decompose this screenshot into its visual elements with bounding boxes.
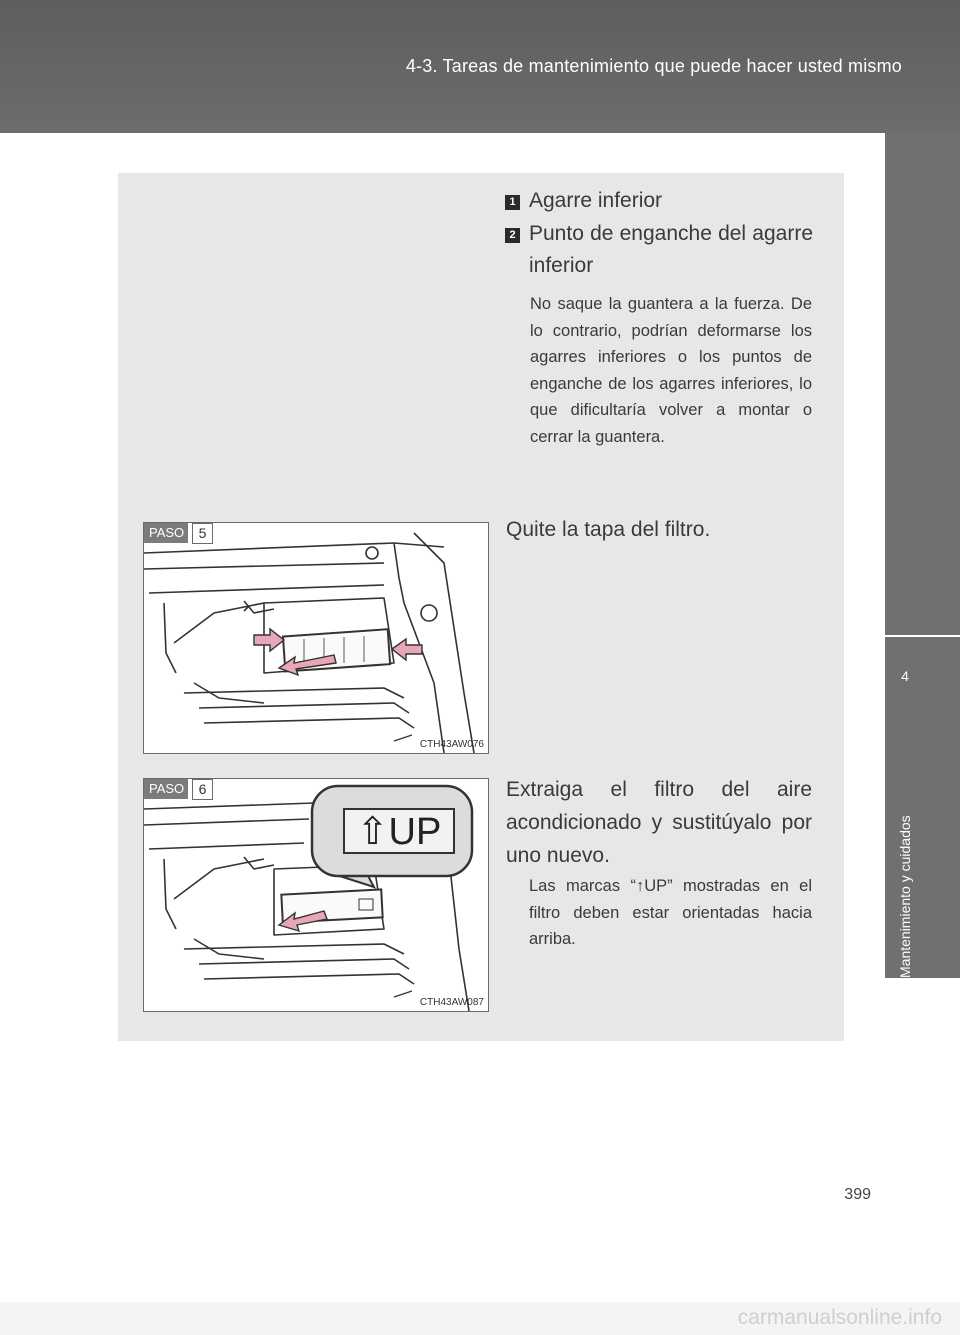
step-6-number: 6 xyxy=(192,779,213,800)
page-header xyxy=(0,0,960,133)
page-number: 399 xyxy=(844,1186,871,1203)
step-5-number: 5 xyxy=(192,523,213,544)
step-6-note: Las marcas “↑UP” mostradas en el filtro deben estar orientadas hacia arriba. xyxy=(529,877,812,948)
step-5-figure-code: CTH43AW076 xyxy=(419,739,484,750)
step-5-instruction: Quite la tapa del filtro. xyxy=(506,518,711,541)
chapter-title: Mantenimiento y cuidados xyxy=(897,815,913,978)
side-tab-divider xyxy=(885,635,960,637)
chapter-side-tab xyxy=(885,133,960,978)
watermark: carmanualsonline.info xyxy=(737,1306,942,1329)
section-title: 4-3. Tareas de mantenimiento que puede hacer usted mismo xyxy=(405,56,902,76)
filter-replacement-illustration xyxy=(144,779,488,1011)
step-5-figure xyxy=(143,522,489,754)
caution-note: No saque la guantera a la fuerza. De lo contrario, podrían deformarse los agarres inferiores o los puntos de enganche de los agarres inferiores, lo que dificultaría volver a montar o cerrar la guantera. xyxy=(530,295,812,446)
legend-marker-2: 2 xyxy=(505,228,520,243)
step-6-figure-code: CTH43AW087 xyxy=(419,997,484,1008)
up-marking-callout: ⇧UP xyxy=(356,811,442,853)
legend-item-1: Agarre inferior xyxy=(529,189,663,212)
content-panel xyxy=(118,173,844,1041)
step-5-label: PASO xyxy=(144,523,188,543)
step-6-figure xyxy=(143,778,489,1012)
glovebox-filter-cover-illustration xyxy=(144,523,488,753)
chapter-number: 4 xyxy=(901,668,909,684)
legend-item-2: Punto de enganche del agarre inferior xyxy=(529,222,813,277)
step-6-label: PASO xyxy=(144,779,188,799)
legend-marker-1: 1 xyxy=(505,195,520,210)
step-6-instruction: Extraiga el filtro del aire acondicionado y sustitúyalo por uno nuevo. xyxy=(506,778,812,867)
